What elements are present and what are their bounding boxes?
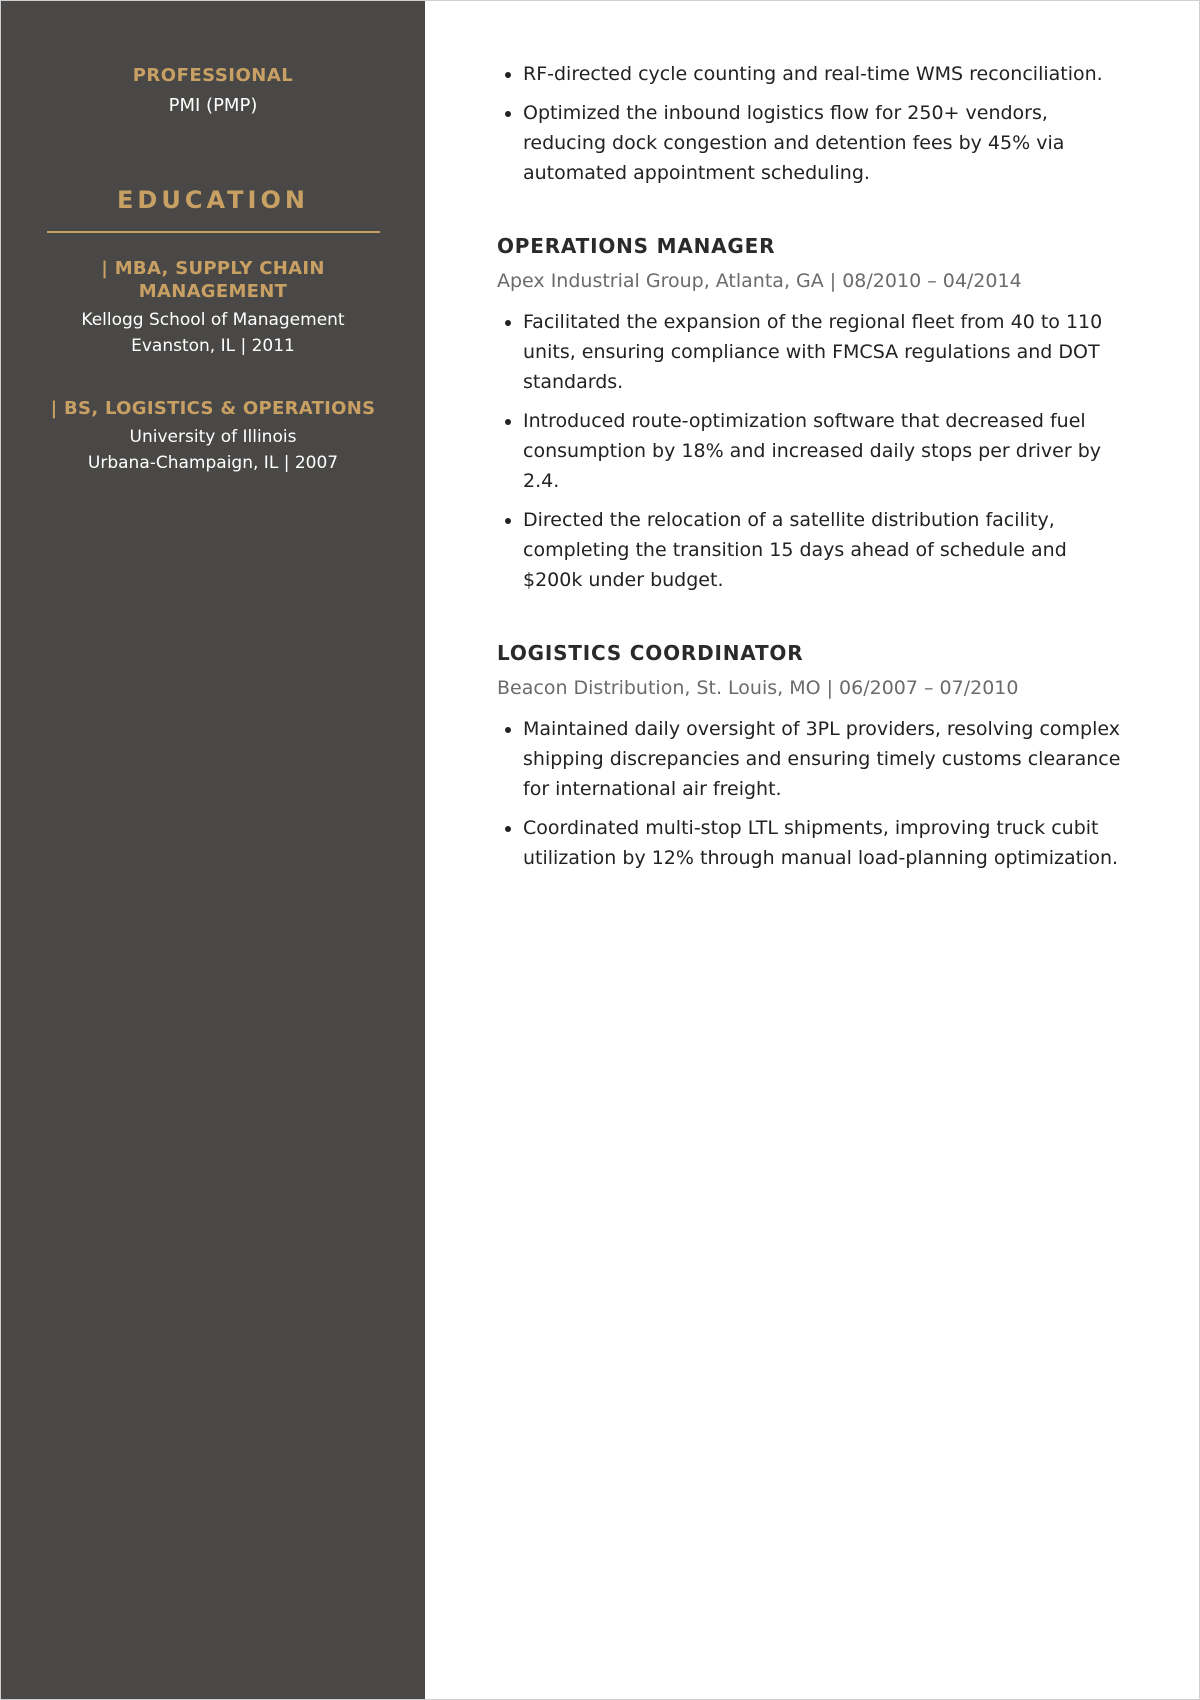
intro-bullet-list xyxy=(497,59,1129,188)
degree-school: University of Illinois xyxy=(129,427,297,447)
degree-entry-mba xyxy=(1,257,425,359)
job-title: OPERATIONS MANAGER xyxy=(497,234,776,258)
bullet-item: • RF-directed cycle counting and real-time WMS reconciliation. xyxy=(523,59,1129,89)
certification-value: PMI (PMP) xyxy=(168,95,258,116)
sidebar xyxy=(1,1,425,1699)
degree-title: | BS, LOGISTICS & OPERATIONS xyxy=(50,398,376,419)
certification-title: PROFESSIONAL xyxy=(132,65,294,86)
education-divider xyxy=(47,231,380,233)
bullet-item: • Facilitated the expansion of the regional fleet from 40 to 110 units, ensuring compliance with FMCSA regulations and DOT standards. xyxy=(523,307,1129,397)
job-operations-manager xyxy=(497,232,1129,595)
education-heading: EDUCATION xyxy=(117,186,309,214)
job-meta: Beacon Distribution, St. Louis, MO | 06/2007 – 07/2010 xyxy=(497,677,1019,699)
bullet-item: • Coordinated multi-stop LTL shipments, improving truck cubit utilization by 12% through manual load-planning optimization. xyxy=(523,813,1129,873)
degree-title: | MBA, SUPPLY CHAIN MANAGEMENT xyxy=(101,258,325,302)
job-bullet-list xyxy=(497,307,1129,595)
degree-location: Evanston, IL | 2011 xyxy=(131,336,295,356)
bullet-item: • Maintained daily oversight of 3PL providers, resolving complex shipping discrepancies and ensuring timely customs clearance for international air freight. xyxy=(523,714,1129,804)
degree-entry-bs xyxy=(1,397,425,476)
job-title: LOGISTICS COORDINATOR xyxy=(497,641,804,665)
bullet-item: • Optimized the inbound logistics flow for 250+ vendors, reducing dock congestion and detention fees by 45% via automated appointment scheduling. xyxy=(523,98,1129,188)
main-content xyxy=(425,1,1199,1699)
degree-school: Kellogg School of Management xyxy=(81,310,345,330)
job-meta: Apex Industrial Group, Atlanta, GA | 08/2010 – 04/2014 xyxy=(497,270,1022,292)
job-bullet-list xyxy=(497,714,1129,873)
degree-location: Urbana-Champaign, IL | 2007 xyxy=(87,453,339,473)
job-logistics-coordinator xyxy=(497,639,1129,873)
bullet-item: • Introduced route-optimization software that decreased fuel consumption by 18% and increased daily stops per driver by 2.4. xyxy=(523,406,1129,496)
bullet-item: • Directed the relocation of a satellite distribution facility, completing the transition 15 days ahead of schedule and $200k under budget. xyxy=(523,505,1129,595)
